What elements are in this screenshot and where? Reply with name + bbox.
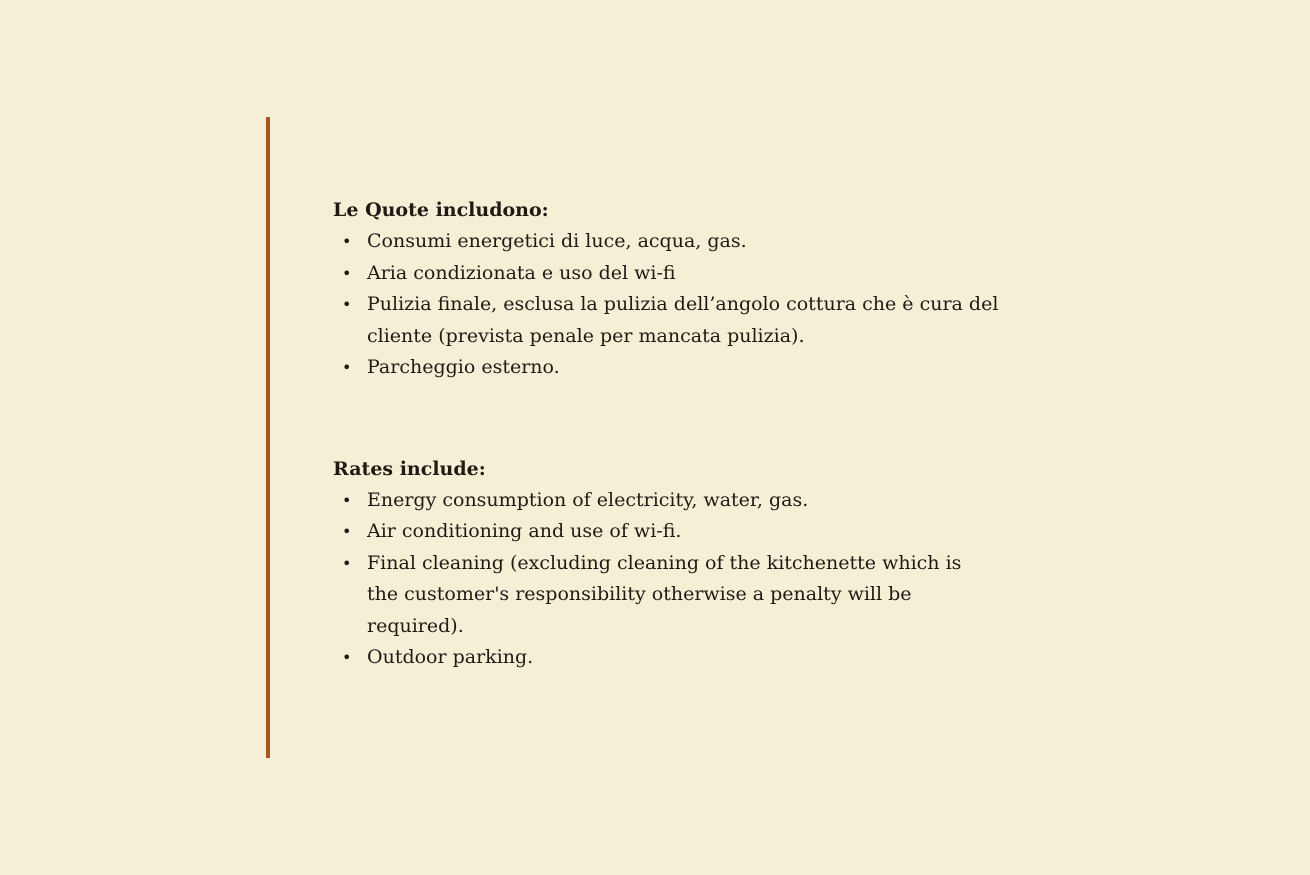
section-title-english: Rates include: [333, 457, 486, 480]
bullet-icon: • [342, 648, 352, 667]
list-item [333, 226, 993, 258]
list-item [333, 548, 967, 643]
bullet-icon: • [342, 263, 352, 283]
section-title-italian: Le Quote includono: [333, 199, 549, 221]
english-rates-section [333, 454, 993, 674]
bullet-icon: • [342, 522, 352, 541]
list-item-text: Air conditioning and use of wi-fi. [367, 520, 682, 542]
list-item-text: Final cleaning (excluding cleaning of the kitchenette which is the customer's responsibility otherwise a penalty will be required). [367, 551, 962, 637]
list-item-text: Aria condizionata e uso del wi-fi [367, 261, 676, 284]
bullet-icon: • [342, 553, 352, 573]
list-item [333, 258, 993, 290]
list-item-text: Consumi energetici di luce, acqua, gas. [367, 230, 747, 252]
list-item-text: Outdoor parking. [367, 646, 534, 668]
rates-content [333, 195, 999, 674]
bullet-icon: • [342, 232, 352, 251]
italian-rates-section [333, 195, 999, 384]
list-item [333, 352, 993, 384]
english-rates-list [333, 485, 993, 674]
list-item-text: Parcheggio esterno. [367, 356, 560, 378]
list-item [333, 289, 1007, 352]
list-item [333, 516, 993, 548]
list-item-text: Energy consumption of electricity, water, gas. [367, 488, 809, 511]
list-item [333, 642, 993, 674]
list-item [333, 485, 993, 517]
bullet-icon: • [342, 295, 352, 314]
list-item-text: Pulizia finale, esclusa la pulizia dell’angolo cottura che è cura del cliente (prevista penale per mancata pulizia). [367, 293, 999, 347]
bullet-icon: • [342, 358, 352, 377]
accent-divider-bar [266, 117, 270, 758]
italian-rates-list [333, 226, 999, 384]
bullet-icon: • [342, 490, 352, 510]
